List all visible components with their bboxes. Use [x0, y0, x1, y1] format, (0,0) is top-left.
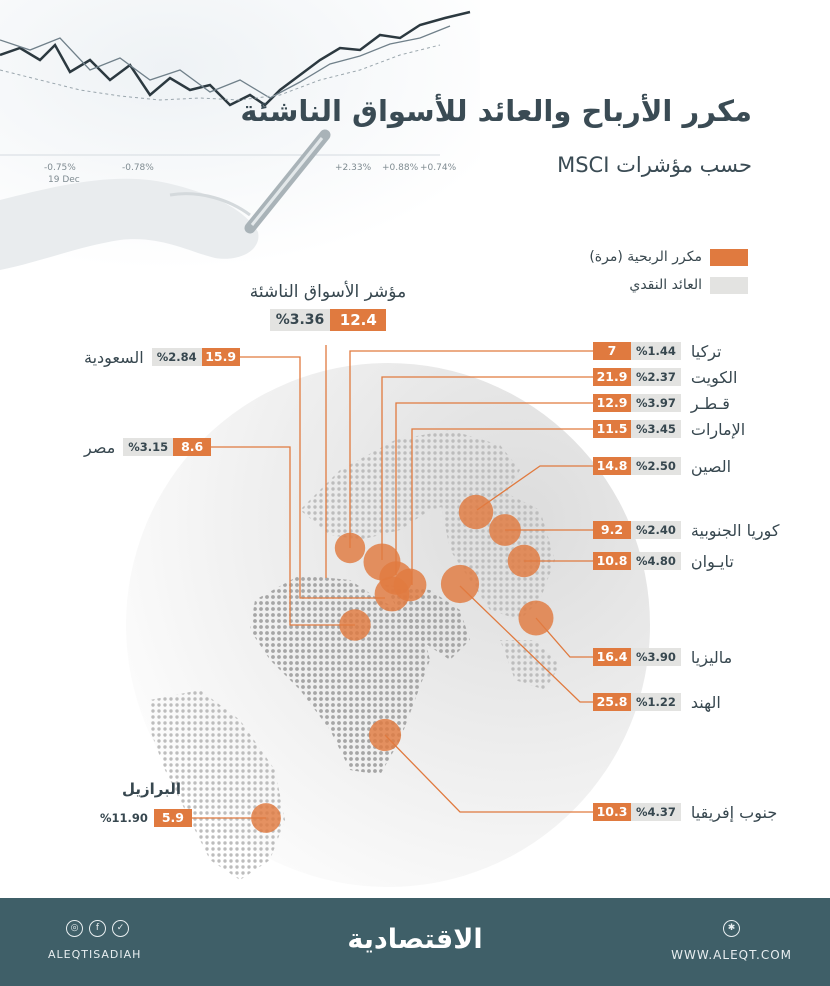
legend-swatch-pe [710, 249, 748, 266]
country-name: ماليزيا [690, 647, 733, 667]
yield-value: %3.90 [631, 648, 681, 666]
bubble-9 [369, 719, 401, 751]
yield-value: %3.15 [123, 438, 173, 456]
bubble-4 [459, 495, 493, 529]
emerging-index-pe: 12.4 [330, 309, 386, 331]
country-name: مصر [84, 437, 116, 457]
label-malaysia [593, 648, 732, 666]
bubble-12 [251, 803, 281, 833]
label-saudi [84, 348, 240, 366]
svg-text:-0.75%: -0.75% [44, 163, 76, 173]
label-south-korea [593, 521, 780, 539]
bubble-7 [519, 601, 554, 636]
yield-value: %11.90 [100, 811, 148, 825]
label-turkey [593, 342, 722, 360]
label-china [593, 457, 731, 475]
legend-item-yield [629, 274, 748, 296]
country-name-brazil: البرازيل [122, 780, 182, 798]
yield-value: %2.50 [631, 457, 681, 475]
yield-value: %1.22 [631, 693, 681, 711]
svg-text:+0.88%: +0.88% [382, 163, 419, 173]
legend-label-yield: العائد النقدي [629, 277, 702, 293]
label-egypt [84, 438, 211, 456]
country-name: قـطـر [690, 393, 730, 413]
pe-value: 16.4 [593, 648, 631, 666]
pe-value: 10.3 [593, 803, 631, 821]
svg-text:+0.74%: +0.74% [420, 163, 457, 173]
twitter-icon[interactable]: ✓ [112, 920, 129, 937]
social-handle[interactable]: ALEQTISADIAH [48, 948, 142, 961]
yield-value: %2.84 [152, 348, 202, 366]
yield-value: %4.80 [631, 552, 681, 570]
label-india [593, 693, 721, 711]
bubble-5 [489, 514, 521, 546]
legend-swatch-yield [710, 277, 748, 294]
label-qatar [593, 394, 730, 412]
pe-value: 7 [593, 342, 631, 360]
pe-value: 11.5 [593, 420, 631, 438]
country-name: كوريا الجنوبية [690, 520, 780, 540]
page-subtitle: حسب مؤشرات MSCI [557, 153, 752, 177]
yield-value: %3.97 [631, 394, 681, 412]
label-kuwait [593, 368, 738, 386]
svg-text:+2.33%: +2.33% [335, 163, 372, 173]
country-name: الصين [690, 456, 732, 476]
pe-value: 12.9 [593, 394, 631, 412]
instagram-icon[interactable]: ◎ [66, 920, 83, 937]
globe-icon: ✱ [723, 920, 740, 937]
label-south-africa [593, 803, 777, 821]
pe-value: 21.9 [593, 368, 631, 386]
yield-value: %2.37 [631, 368, 681, 386]
legend-item-pe [589, 246, 748, 268]
country-name: تايـوان [690, 551, 734, 571]
bubble-0 [335, 533, 365, 563]
country-name: الكويت [690, 367, 738, 387]
pe-value: 14.8 [593, 457, 631, 475]
legend-label-pe: مكرر الربحية (مرة) [589, 249, 702, 265]
pe-value: 9.2 [593, 521, 631, 539]
pe-value: 25.8 [593, 693, 631, 711]
yield-value: %3.45 [631, 420, 681, 438]
bubble-6 [508, 545, 541, 578]
yield-value: %4.37 [631, 803, 681, 821]
facebook-icon[interactable]: f [89, 920, 106, 937]
pe-value: 8.6 [173, 438, 211, 456]
svg-text:19 Dec: 19 Dec [48, 175, 80, 185]
yield-value: %2.40 [631, 521, 681, 539]
label-uae [593, 420, 745, 438]
yield-value: %1.44 [631, 342, 681, 360]
bubble-11 [339, 609, 370, 640]
label-taiwan [593, 552, 734, 570]
emerging-index-yield: %3.36 [270, 309, 331, 331]
country-name: الإمارات [690, 419, 746, 439]
pe-value: 15.9 [202, 348, 240, 366]
country-name: الهند [690, 692, 721, 712]
country-name: جنوب إفريقيا [690, 802, 778, 822]
bubble-8 [441, 565, 479, 603]
emerging-index-name: مؤشر الأسواق الناشئة [249, 282, 407, 302]
page-title: مكرر الأرباح والعائد للأسواق الناشئة [240, 94, 752, 128]
svg-text:-0.78%: -0.78% [122, 163, 154, 173]
pe-value: 5.9 [154, 809, 192, 827]
label-brazil [100, 809, 192, 827]
country-name: تركيا [690, 341, 722, 361]
bubble-10 [375, 577, 410, 612]
social-icons [66, 920, 129, 937]
pe-value: 10.8 [593, 552, 631, 570]
emerging-index-callout [230, 282, 426, 331]
brand-logo: الاقتصادية [347, 924, 483, 955]
country-name: السعودية [84, 347, 144, 367]
website-link[interactable]: WWW.ALEQT.COM [671, 948, 792, 962]
